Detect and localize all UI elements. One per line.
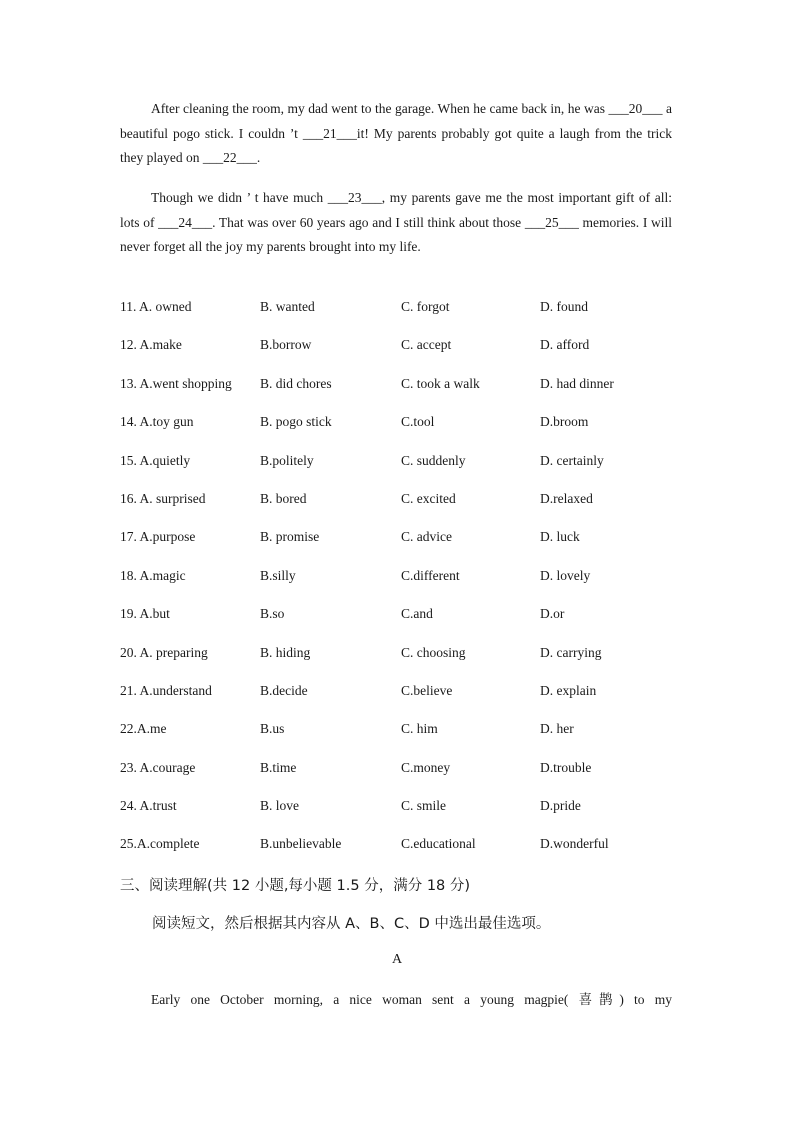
option-d: D. explain: [540, 682, 597, 698]
section-heading: 三、阅读理解(共 12 小题,每小题 1.5 分，满分 18 分): [120, 878, 471, 894]
option-a: 14. A.toy gun: [120, 414, 194, 430]
option-d: D. luck: [540, 529, 580, 545]
option-a: 21. A.understand: [120, 682, 212, 698]
option-c: C. took a walk: [401, 375, 480, 391]
option-a: 25.A.complete: [120, 836, 200, 852]
option-a: 16. A. surprised: [120, 490, 206, 506]
option-d: D. lovely: [540, 567, 591, 583]
option-a: 17. A.purpose: [120, 529, 196, 545]
option-d: D. found: [540, 299, 588, 314]
option-row: [120, 299, 680, 337]
option-b: B. bored: [260, 490, 307, 506]
option-b: B.silly: [260, 567, 296, 583]
option-b: B.time: [260, 759, 297, 775]
passage-a-first-line: Early one October morning, a nice woman sent a young magpie( 喜鹊) to my: [151, 992, 672, 1007]
option-row: [120, 836, 680, 874]
option-a: 23. A.courage: [120, 759, 196, 775]
option-row: [120, 798, 680, 836]
option-row: [120, 529, 680, 567]
option-b: B. wanted: [260, 299, 315, 314]
option-c: C.believe: [401, 682, 453, 698]
option-d: D. afford: [540, 337, 590, 353]
options-list: [120, 299, 680, 875]
option-c: C. choosing: [401, 644, 466, 660]
option-b: B.decide: [260, 682, 308, 698]
option-a: 15. A.quietly: [120, 452, 191, 468]
option-d: D.broom: [540, 414, 589, 430]
option-c: C. accept: [401, 337, 452, 353]
option-d: D.trouble: [540, 759, 592, 775]
option-d: D.relaxed: [540, 490, 593, 506]
option-c: C. him: [401, 721, 438, 737]
option-a: 18. A.magic: [120, 567, 186, 583]
option-row: [120, 760, 680, 798]
option-row: [120, 414, 680, 452]
option-c: C.educational: [401, 836, 476, 852]
option-c: C.and: [401, 606, 433, 622]
option-b: B.so: [260, 606, 285, 622]
option-d: D. certainly: [540, 452, 604, 468]
option-d: D.or: [540, 606, 565, 622]
option-b: B. promise: [260, 529, 320, 545]
option-a: 19. A.but: [120, 606, 170, 622]
option-row: [120, 683, 680, 721]
option-row: [120, 491, 680, 529]
option-a: 12. A.make: [120, 337, 182, 353]
option-c: C. excited: [401, 490, 456, 506]
passage-a-label: A: [391, 952, 403, 967]
option-b: B.borrow: [260, 337, 312, 353]
option-c: C.different: [401, 567, 460, 583]
option-a: 11. A. owned: [120, 299, 192, 314]
option-c: C. advice: [401, 529, 452, 545]
passage-paragraph-2: Though we didn ’ t have much ___23___, my parents gave me the most important gift of all: lots of ___24___. That was over 60 years ago and I still think about those ___25___ memories. I will never forget all the joy my parents brought into my life.: [120, 190, 672, 254]
option-d: D.wonderful: [540, 836, 609, 852]
option-c: C.money: [401, 759, 451, 775]
option-d: D. carrying: [540, 644, 602, 660]
option-row: [120, 606, 680, 644]
option-d: D. her: [540, 721, 574, 737]
option-a: 24. A.trust: [120, 798, 177, 814]
option-a: 13. A.went shopping: [120, 375, 232, 391]
option-b: B.us: [260, 721, 285, 737]
option-b: B. love: [260, 798, 299, 814]
option-b: B.politely: [260, 452, 314, 468]
option-b: B.unbelievable: [260, 836, 342, 852]
option-row: [120, 376, 680, 414]
option-c: C. suddenly: [401, 452, 466, 468]
option-b: B. did chores: [260, 375, 332, 391]
option-c: C.tool: [401, 414, 435, 430]
option-a: 22.A.me: [120, 721, 167, 737]
option-b: B. pogo stick: [260, 414, 332, 430]
option-row: [120, 568, 680, 606]
instruction-text: 阅读短文，然后根据其内容从 A、B、C、D 中选出最佳选项。: [152, 916, 551, 932]
option-c: C. forgot: [401, 299, 450, 314]
option-a: 20. A. preparing: [120, 644, 208, 660]
option-row: [120, 721, 680, 759]
option-row: [120, 337, 680, 375]
option-row: [120, 453, 680, 491]
option-b: B. hiding: [260, 644, 311, 660]
option-row: [120, 645, 680, 683]
option-d: D.pride: [540, 798, 581, 814]
option-c: C. smile: [401, 798, 447, 814]
passage-paragraph-1: After cleaning the room, my dad went to the garage. When he came back in, he was ___20___ a beautiful pogo stick. I couldn ’t ___21___it! My parents probably got quite a laugh from the trick they played on ___22___.: [120, 101, 672, 165]
option-d: D. had dinner: [540, 375, 614, 391]
